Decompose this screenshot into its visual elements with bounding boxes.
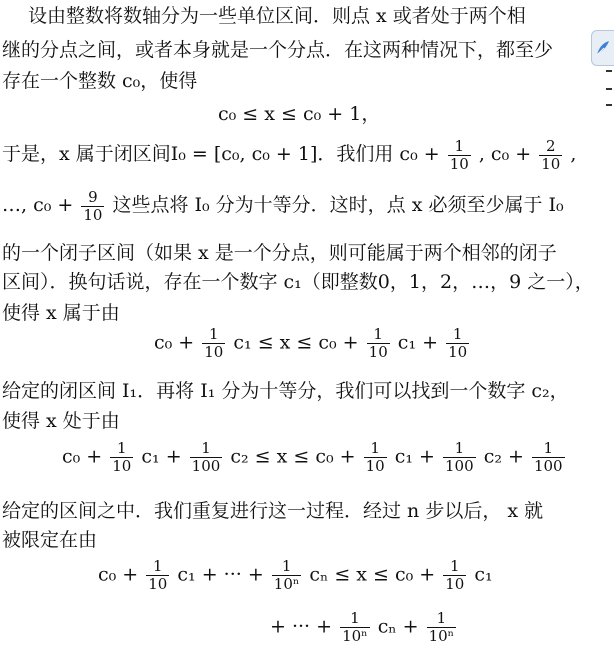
fraction-1-10n bbox=[427, 610, 457, 645]
formula-span: c₁ + bbox=[141, 445, 182, 468]
paragraph-line-6: 的一个闭子区间（如果 x 是一个分点，则可能属于两个相邻的闭子 bbox=[2, 242, 557, 264]
numerator: 1 bbox=[202, 326, 225, 344]
formula-interval-i1 bbox=[154, 326, 471, 361]
text-span: 于是，x 属于闭区间I₀ = [c₀, c₀ + 1]．我们用 c₀ + bbox=[2, 143, 440, 165]
formula-span: c₁ bbox=[474, 563, 493, 586]
denominator: 10ⁿ bbox=[342, 627, 368, 645]
denominator: 10 bbox=[204, 343, 224, 361]
text-span: 这些点将 I₀ 分为十等分．这时，点 x 必须至少属于 I₀ bbox=[112, 194, 564, 216]
formula-span: c₁ + bbox=[397, 331, 439, 354]
numerator: 2 bbox=[539, 138, 562, 156]
fraction-1-10 bbox=[443, 558, 466, 593]
text-span: , c₀ + bbox=[478, 143, 532, 165]
denominator: 10 bbox=[445, 575, 465, 593]
numerator: 1 bbox=[443, 440, 476, 458]
numerator: 1 bbox=[367, 326, 390, 344]
denominator: 10 bbox=[148, 575, 168, 593]
fraction-1-10n bbox=[272, 558, 302, 593]
fraction-1-10 bbox=[446, 326, 469, 361]
formula-span: c₁ + ··· + bbox=[177, 563, 264, 586]
numerator: 1 bbox=[340, 610, 370, 628]
formula-span: c₀ + bbox=[62, 445, 103, 468]
margin-mark bbox=[606, 104, 612, 106]
denominator: 10 bbox=[449, 154, 469, 173]
fraction-1-10 bbox=[367, 326, 390, 361]
denominator: 100 bbox=[533, 457, 563, 475]
fraction-2-10 bbox=[539, 138, 562, 173]
formula-interval-in bbox=[98, 558, 493, 593]
fraction-1-10 bbox=[364, 440, 387, 475]
side-widget-tab[interactable] bbox=[591, 30, 614, 66]
denominator: 10ⁿ bbox=[273, 575, 300, 593]
denominator: 100 bbox=[191, 457, 221, 475]
paragraph-line-2: 继的分点之间，或者本身就是一个分点．在这两种情况下，都至少 bbox=[2, 39, 554, 61]
paragraph-line-4 bbox=[2, 134, 576, 174]
numerator: 1 bbox=[443, 558, 466, 576]
denominator: 10 bbox=[368, 343, 388, 361]
paragraph-line-1: 设由整数将数轴分为一些单位区间．则点 x 或者处于两个相 bbox=[28, 5, 526, 27]
formula-span: c₀ + bbox=[154, 331, 195, 354]
text-span: …, c₀ + bbox=[2, 194, 74, 216]
text-span: , bbox=[570, 143, 577, 165]
numerator: 1 bbox=[532, 440, 565, 458]
paragraph-line-3: 存在一个整数 c₀，使得 bbox=[2, 70, 198, 92]
paragraph-line-11: 给定的区间之中．我们重复进行这一过程．经过 n 步以后， x 就 bbox=[2, 500, 544, 522]
numerator: 1 bbox=[364, 440, 387, 458]
fraction-1-10 bbox=[202, 326, 225, 361]
denominator: 10 bbox=[83, 205, 103, 224]
formula-span: cₙ + bbox=[377, 615, 419, 638]
denominator: 100 bbox=[445, 457, 474, 475]
paragraph-line-8: 使得 x 属于由 bbox=[2, 302, 120, 324]
numerator: 9 bbox=[81, 189, 104, 207]
paragraph-line-10: 使得 x 处于由 bbox=[2, 410, 120, 432]
numerator: 1 bbox=[446, 326, 469, 344]
denominator: 10 bbox=[448, 343, 468, 361]
formula-interval-i2 bbox=[62, 440, 567, 475]
paragraph-line-12: 被限定在由 bbox=[2, 529, 98, 551]
denominator: 10 bbox=[365, 457, 385, 475]
formula-span: c₂ ≤ x ≤ c₀ + bbox=[230, 445, 356, 468]
paragraph-line-9: 给定的闭区间 I₁．再将 I₁ 分为十等分，我们可以找到一个数字 c₂， bbox=[2, 380, 569, 402]
denominator: 10 bbox=[541, 154, 561, 173]
formula-span: c₁ + bbox=[394, 445, 435, 468]
numerator: 1 bbox=[110, 440, 133, 458]
formula-c0-bounds: c₀ ≤ x ≤ c₀ + 1， bbox=[218, 103, 381, 125]
feather-icon bbox=[595, 39, 611, 57]
numerator: 1 bbox=[448, 138, 471, 156]
formula-span: + ··· + bbox=[270, 615, 333, 638]
formula-interval-in-continued bbox=[270, 610, 458, 645]
fraction-1-100 bbox=[532, 440, 565, 475]
paragraph-line-5 bbox=[2, 185, 564, 225]
denominator: 10ⁿ bbox=[428, 627, 455, 645]
denominator: 10 bbox=[112, 457, 132, 475]
formula-span: c₁ ≤ x ≤ c₀ + bbox=[233, 331, 359, 354]
formula-span: cₙ ≤ x ≤ c₀ + bbox=[309, 563, 436, 586]
fraction-1-10 bbox=[146, 558, 169, 593]
numerator: 1 bbox=[272, 558, 302, 576]
fraction-1-100 bbox=[190, 440, 223, 475]
margin-mark bbox=[606, 70, 612, 72]
fraction-1-10 bbox=[448, 138, 471, 173]
fraction-1-10n bbox=[340, 610, 370, 645]
fraction-1-100 bbox=[443, 440, 476, 475]
formula-span: c₀ + bbox=[98, 563, 139, 586]
fraction-1-10 bbox=[110, 440, 133, 475]
numerator: 1 bbox=[146, 558, 169, 576]
fraction-9-10 bbox=[81, 189, 104, 224]
formula-span: c₂ + bbox=[483, 445, 524, 468]
numerator: 1 bbox=[190, 440, 223, 458]
margin-mark bbox=[606, 88, 612, 90]
paragraph-line-7: 区间）．换句话说，存在一个数字 c₁（即整数0，1，2，…，9 之一）， bbox=[2, 271, 594, 293]
numerator: 1 bbox=[427, 610, 457, 628]
